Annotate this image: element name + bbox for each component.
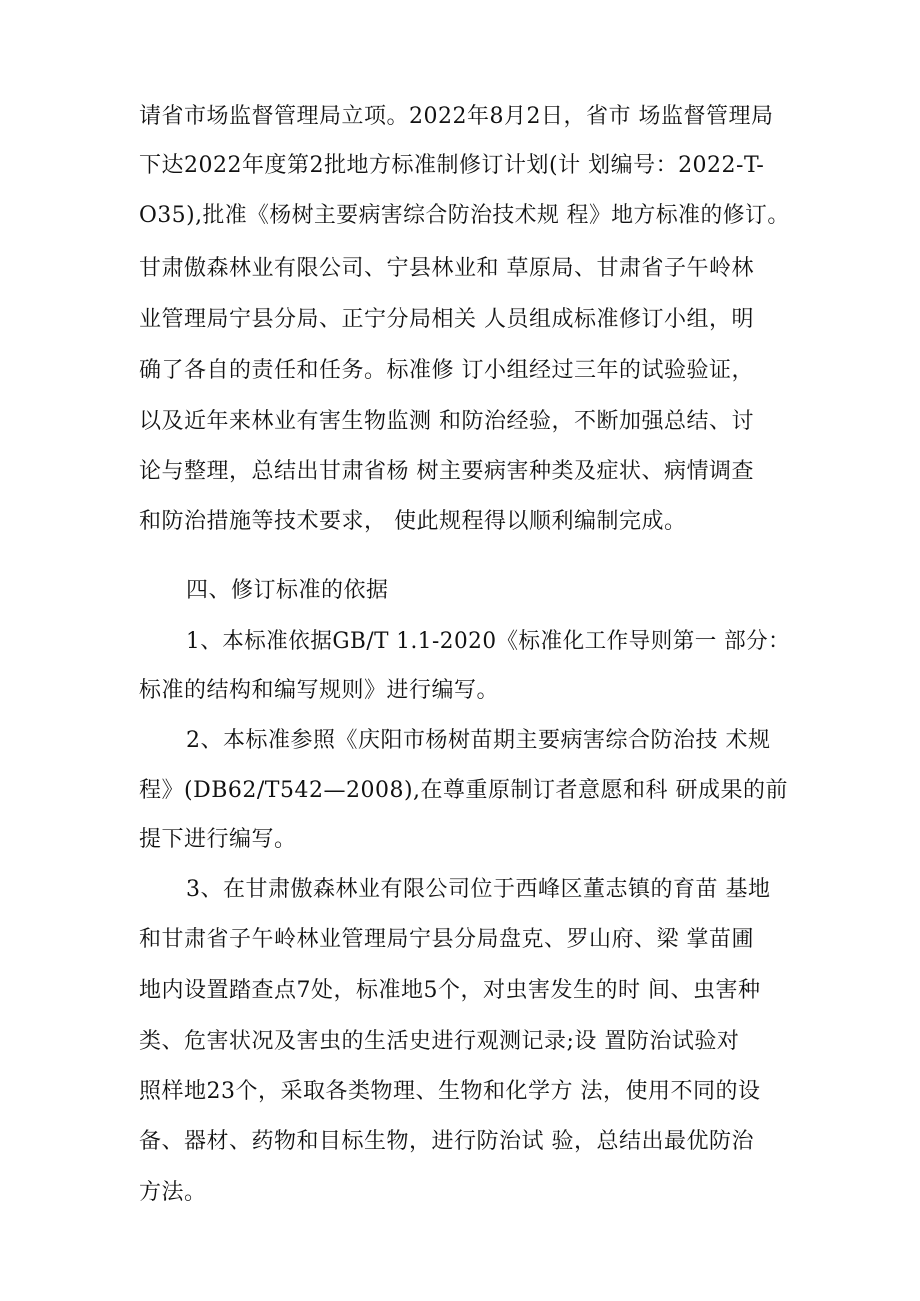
body-text-line: 2、本标准参照《庆阳市杨树苗期主要病害综合防治技 术规 [186,728,771,753]
body-text-line: 甘肃傲森林业有限公司、宁县林业和 草原局、甘肃省子午岭林 [139,256,754,281]
body-text-line: 请省市场监督管理局立项。2022年8月2日，省市 场监督管理局 [139,104,774,129]
body-text-line: O35),批准《杨树主要病害综合防治技术规 程》地方标准的修订。 [139,203,790,228]
body-text-line: 提下进行编写。 [139,827,297,852]
body-text-line: 程》(DB62/T542—2008),在尊重原制订者意愿和科 研成果的前 [139,778,789,803]
body-text-line: 业管理局宁县分局、正宁分局相关 人员组成标准修订小组，明 [139,307,754,332]
body-text-line: 1、本标准依据GB/T 1.1-2020《标准化工作导则第一 部分： [186,629,791,654]
body-text-line: 照样地23个，采取各类物理、生物和化学方 法，使用不同的设 [139,1079,761,1104]
body-text-line: 地内设置踏查点7处，标准地5个，对虫害发生的时 间、虫害种 [139,978,761,1003]
body-text-line: 以及近年来林业有害生物监测 和防治经验，不断加强总结、讨 [139,409,754,434]
body-text-line: 下达2022年度第2批地方标准制修订计划(计 划编号：2022-T- [139,153,765,178]
body-text-line: 类、危害状况及害虫的生活史进行观测记录;设 置防治试验对 [139,1029,740,1054]
body-text-line: 和防治措施等技术要求， 使此规程得以顺利编制完成。 [139,509,687,534]
section-heading: 四、修订标准的依据 [186,578,389,603]
body-text-line: 3、在甘肃傲森林业有限公司位于西峰区董志镇的育苗 基地 [186,877,771,902]
body-text-line: 标准的结构和编写规则》进行编写。 [139,678,500,703]
body-text-line: 和甘肃省子午岭林业管理局宁县分局盘克、罗山府、梁 掌苗圃 [139,927,754,952]
body-text-line: 方法。 [139,1180,207,1205]
body-text-line: 备、器材、药物和目标生物，进行防治试 验，总结出最优防治 [139,1129,754,1154]
body-text-line: 确了各自的责任和任务。标准修 订小组经过三年的试验验证， [139,358,754,383]
body-text-line: 论与整理，总结出甘肃省杨 树主要病害种类及症状、病情调查 [139,459,754,484]
